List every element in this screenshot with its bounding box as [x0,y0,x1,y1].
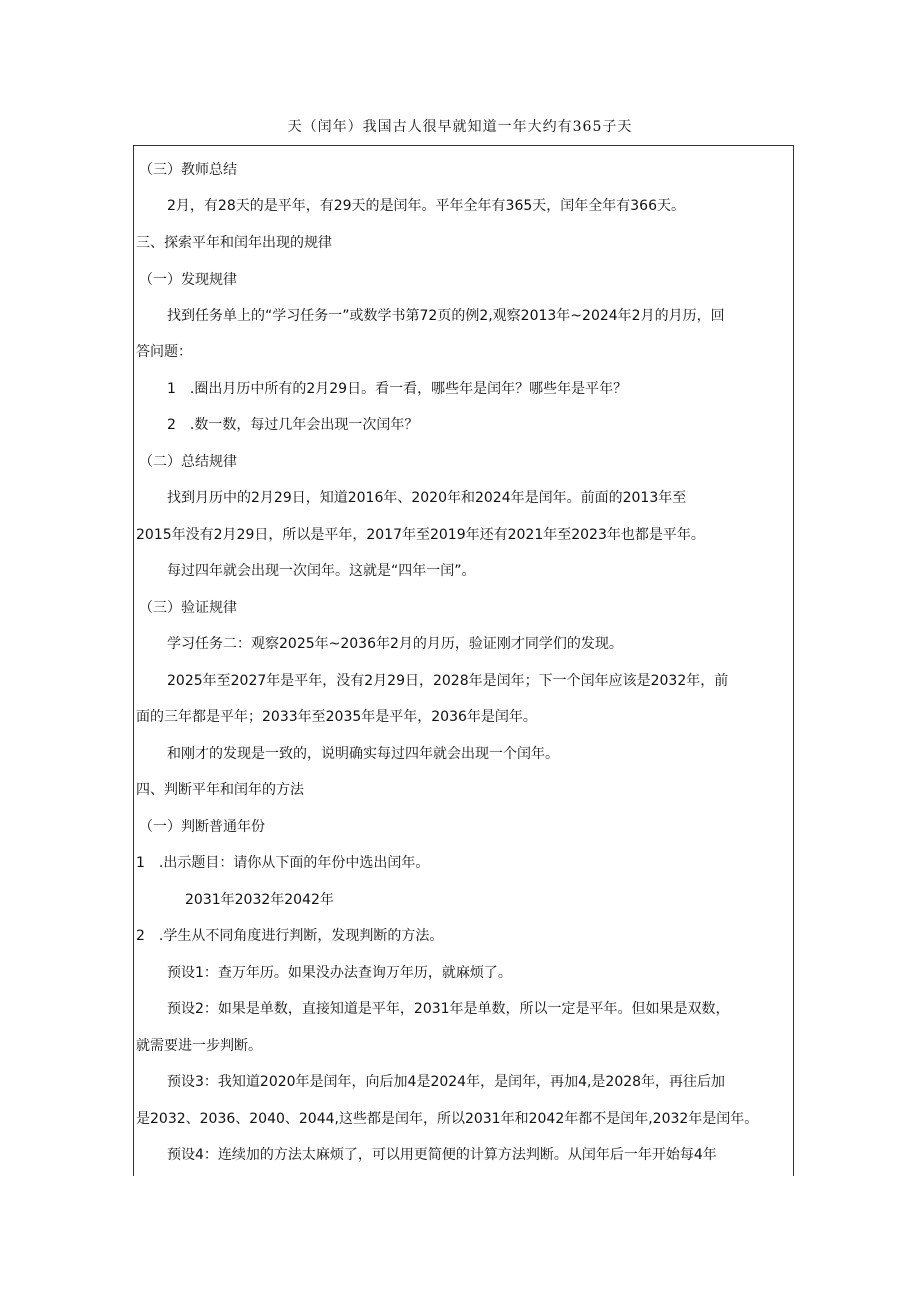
content-table-cell [133,145,794,1176]
subheading: （一）发现规律 [139,272,237,288]
year-options: 2031年2032年2042年 [185,892,334,908]
list-item: 2 .数一数，每过几年会出现一次闰年？ [167,417,419,433]
paragraph: 和刚才的发现是一致的，说明确实每过四年就会出现一个闰年。 [167,746,559,762]
list-item: 1 .圈出月历中所有的2月29日。看一看，哪些年是闰年？哪些年是平年？ [167,381,628,397]
paragraph: 预设4：连续加的方法太麻烦了，可以用更简便的计算方法判断。从闰年后一年开始每4年 [167,1147,717,1163]
paragraph-continuation: 答问题： [136,344,192,360]
paragraph: 每过四年就会出现一次闰年。这就是“四年一闰”。 [167,563,476,579]
paragraph-continuation: 2015年没有2月29日，所以是平年，2017年至2019年还有2021年至2023年也都是平年。 [136,527,705,543]
paragraph: 预设1：查万年历。如果没办法查询万年历，就麻烦了。 [167,965,512,981]
subheading: （一）判断普通年份 [139,819,265,835]
list-item: 1 .出示题目：请你从下面的年份中选出闰年。 [136,855,430,871]
paragraph: 找到月历中的2月29日，知道2016年、2020年和2024年是闰年。前面的2013年至 [167,490,687,506]
paragraph: 学习任务二：观察2025年~2036年2月的月历，验证刚才同学们的发现。 [167,636,623,652]
list-item: 2 .学生从不同角度进行判断，发现判断的方法。 [136,928,444,944]
section-heading: 四、判断平年和闰年的方法 [136,782,304,798]
paragraph: 2025年至2027年是平年，没有2月29日，2028年是闰年；下一个闰年应该是2032年，前 [167,673,729,689]
paragraph: 预设2：如果是单数，直接知道是平年，2031年是单数，所以一定是平年。但如果是双数， [167,1001,730,1017]
section-heading: 三、探索平年和闰年出现的规律 [136,235,332,251]
subheading: （三）验证规律 [139,600,237,616]
paragraph-continuation: 就需要进一步判断。 [136,1038,262,1054]
subheading-teacher-summary: （三）教师总结 [139,162,237,178]
paragraph-continuation: 是2032、2036、2040、2044,这些都是闰年，所以2031年和2042年都不是闰年,2032年是闰年。 [136,1111,759,1127]
paragraph: 2月，有28天的是平年，有29天的是闰年。平年全年有365天，闰年全年有366天。 [167,198,685,214]
subheading: （二）总结规律 [139,454,237,470]
paragraph: 预设3：我知道2020年是闰年，向后加4是2024年，是闰年，再加4,是2028年，再往后加 [167,1074,726,1090]
page-header-text: 天（闰年）我国古人很早就知道一年大约有365子天 [287,119,633,135]
paragraph: 找到任务单上的“学习任务一”或数学书第72页的例2,观察2013年~2024年2月的月历，回 [167,308,725,324]
paragraph-continuation: 面的三年都是平年；2033年至2035年是平年，2036年是闰年。 [136,709,537,725]
